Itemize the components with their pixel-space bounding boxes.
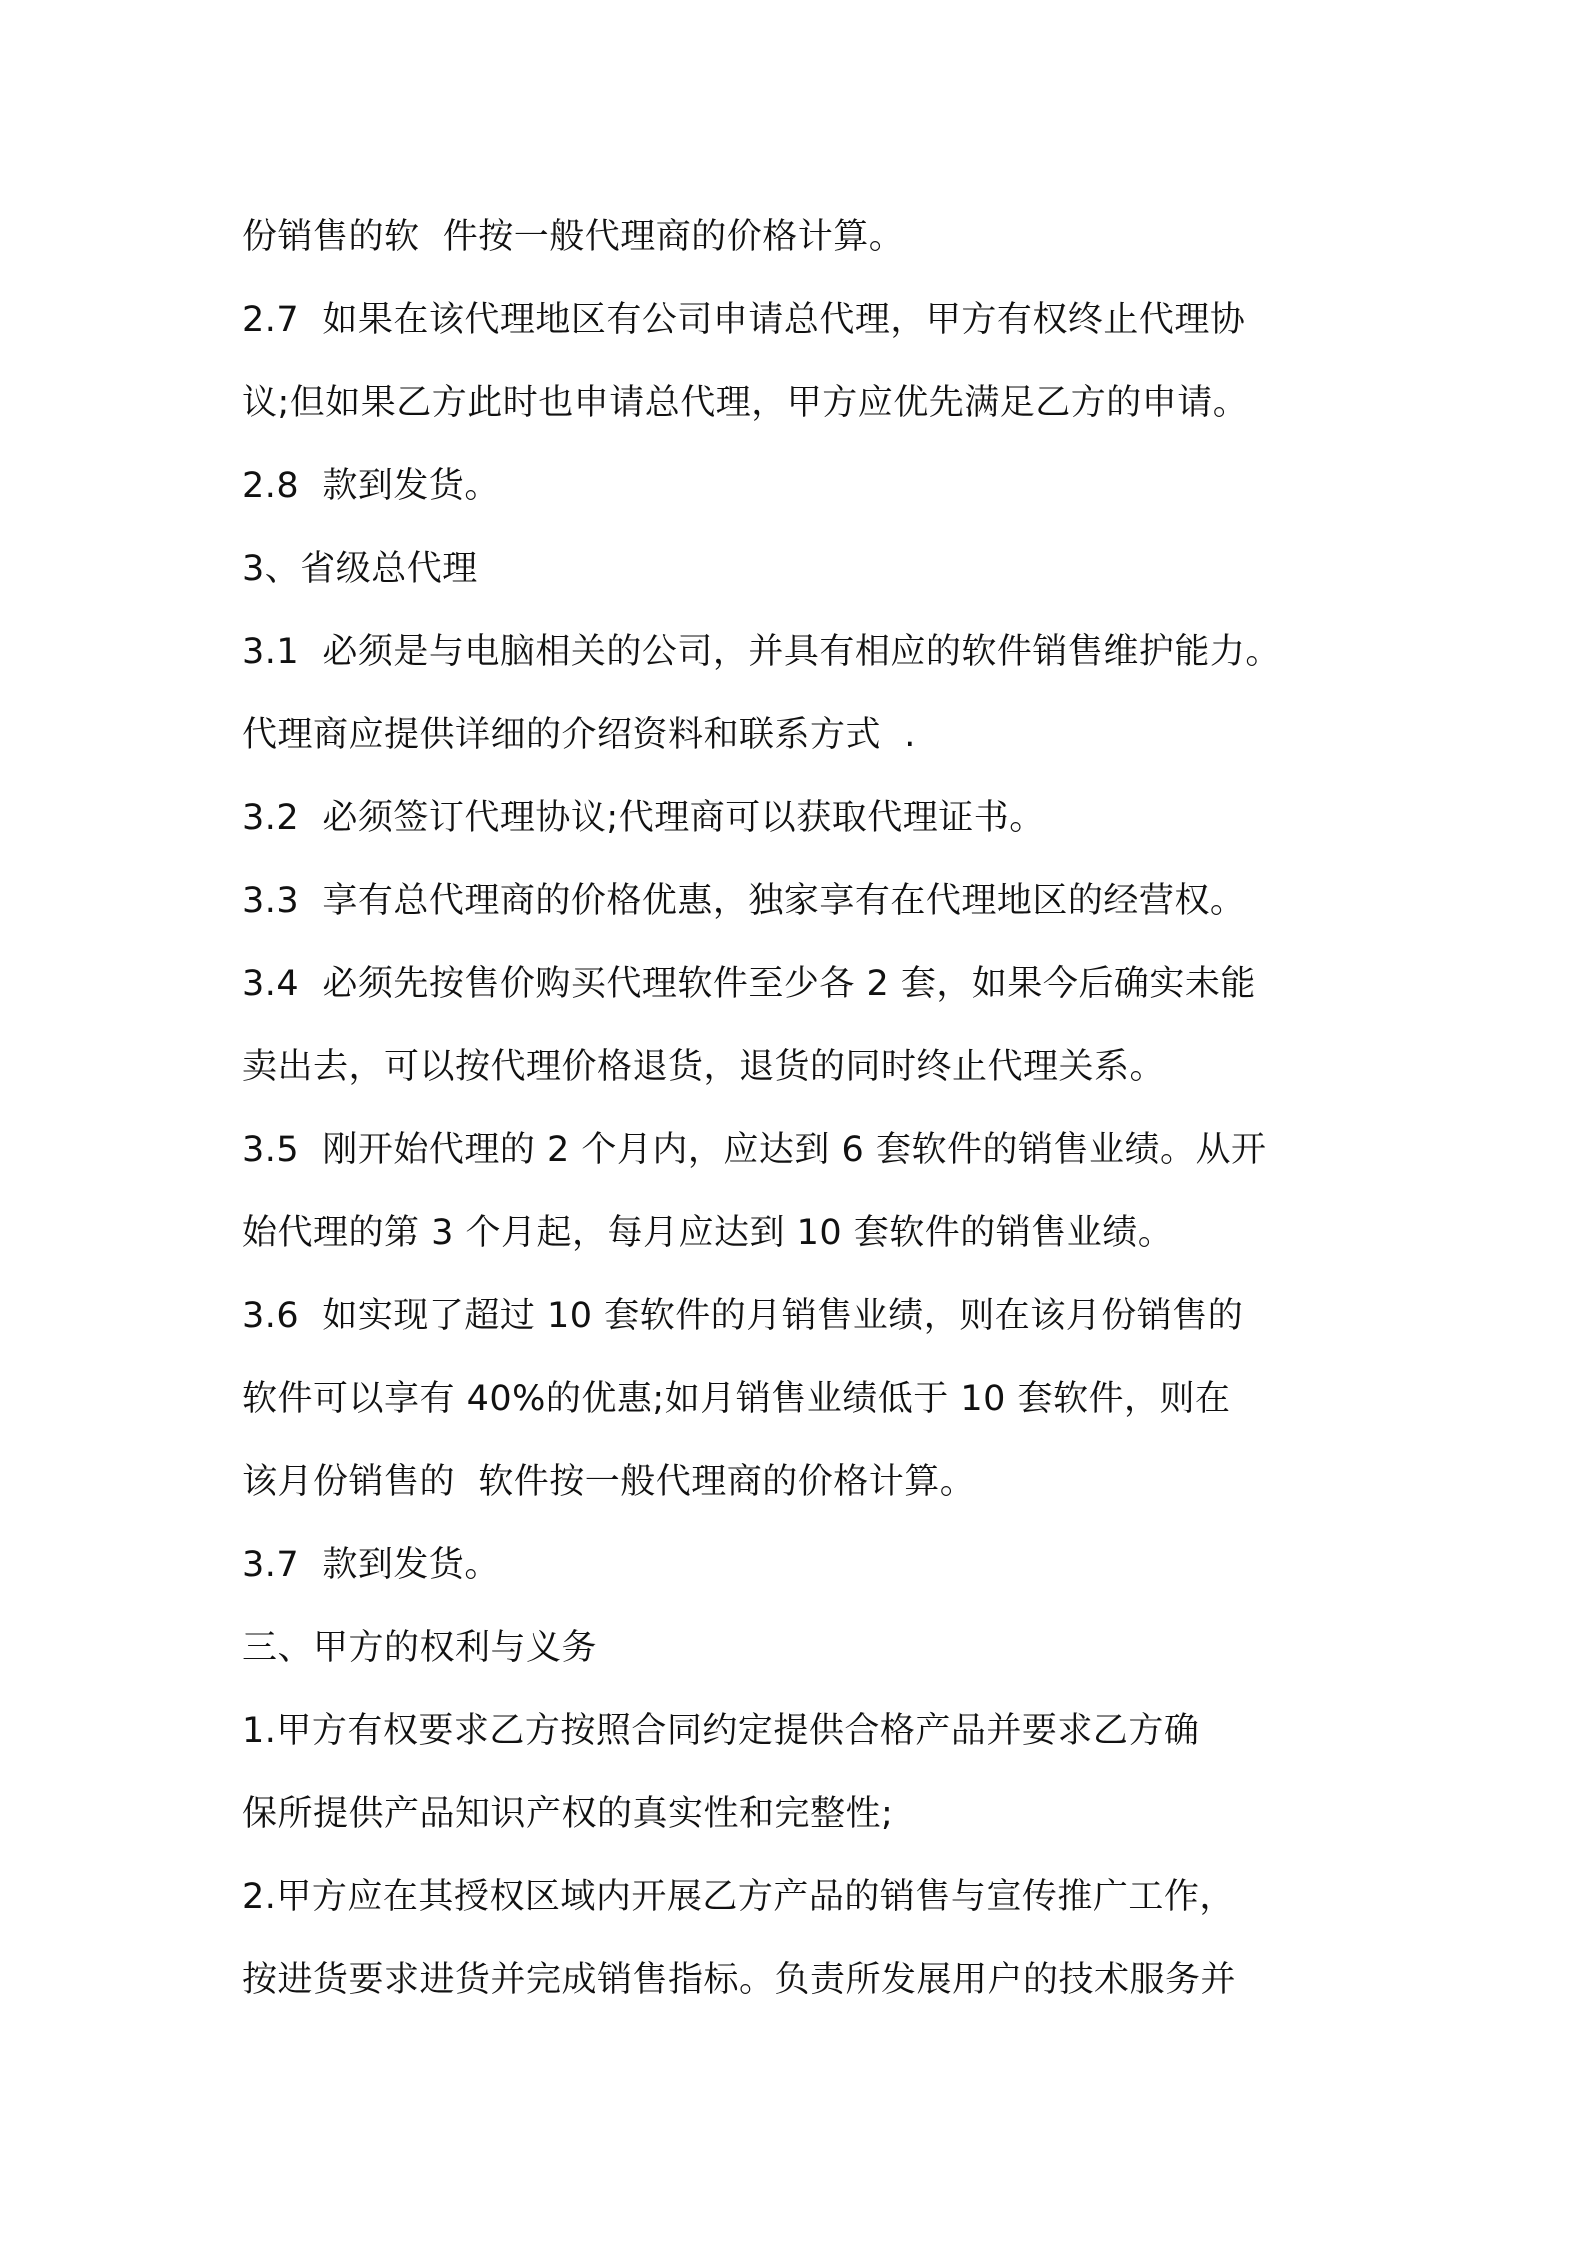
text-line: 3.4 必须先按售价购买代理软件至少各 2 套，如果今后确实未能 [242, 964, 1256, 1004]
section-heading: 三、甲方的权利与义务 [242, 1628, 598, 1668]
section-heading: 3、省级总代理 [242, 549, 478, 589]
text-line: 软件可以享有 40%的优惠;如月销售业绩低于 10 套软件，则在 [242, 1379, 1231, 1419]
text-line: 该月份销售的 软件按一般代理商的价格计算。 [242, 1462, 976, 1502]
text-line: 3.1 必须是与电脑相关的公司，并具有相应的软件销售维护能力。 [242, 632, 1281, 672]
text-line: 议;但如果乙方此时也申请总代理，甲方应优先满足乙方的申请。 [242, 383, 1249, 423]
text-line: 2.甲方应在其授权区域内开展乙方产品的销售与宣传推广工作， [242, 1877, 1235, 1917]
text-line: 卖出去，可以按代理价格退货，退货的同时终止代理关系。 [242, 1047, 1166, 1087]
text-line: 2.8 款到发货。 [242, 466, 500, 506]
text-line: 始代理的第 3 个月起，每月应达到 10 套软件的销售业绩。 [242, 1213, 1174, 1253]
text-line: 按进货要求进货并完成销售指标。负责所发展用户的技术服务并 [242, 1960, 1237, 2000]
text-line: 2.7 如果在该代理地区有公司申请总代理，甲方有权终止代理协 [242, 300, 1246, 340]
text-line: 保所提供产品知识产权的真实性和完整性; [242, 1794, 894, 1834]
text-line: 3.5 刚开始代理的 2 个月内，应达到 6 套软件的销售业绩。从开 [242, 1130, 1267, 1170]
text-line: 3.7 款到发货。 [242, 1545, 500, 1585]
document-body [242, 196, 1382, 2022]
text-line: 3.6 如实现了超过 10 套软件的月销售业绩，则在该月份销售的 [242, 1296, 1244, 1336]
text-line: 份销售的软 件按一般代理商的价格计算。 [242, 217, 905, 257]
text-line: 3.3 享有总代理商的价格优惠，独家享有在代理地区的经营权。 [242, 881, 1246, 921]
text-line: 3.2 必须签订代理协议;代理商可以获取代理证书。 [242, 798, 1045, 838]
text-line: 1.甲方有权要求乙方按照合同约定提供合格产品并要求乙方确 [242, 1711, 1200, 1751]
text-line: 代理商应提供详细的介绍资料和联系方式 . [242, 715, 916, 755]
